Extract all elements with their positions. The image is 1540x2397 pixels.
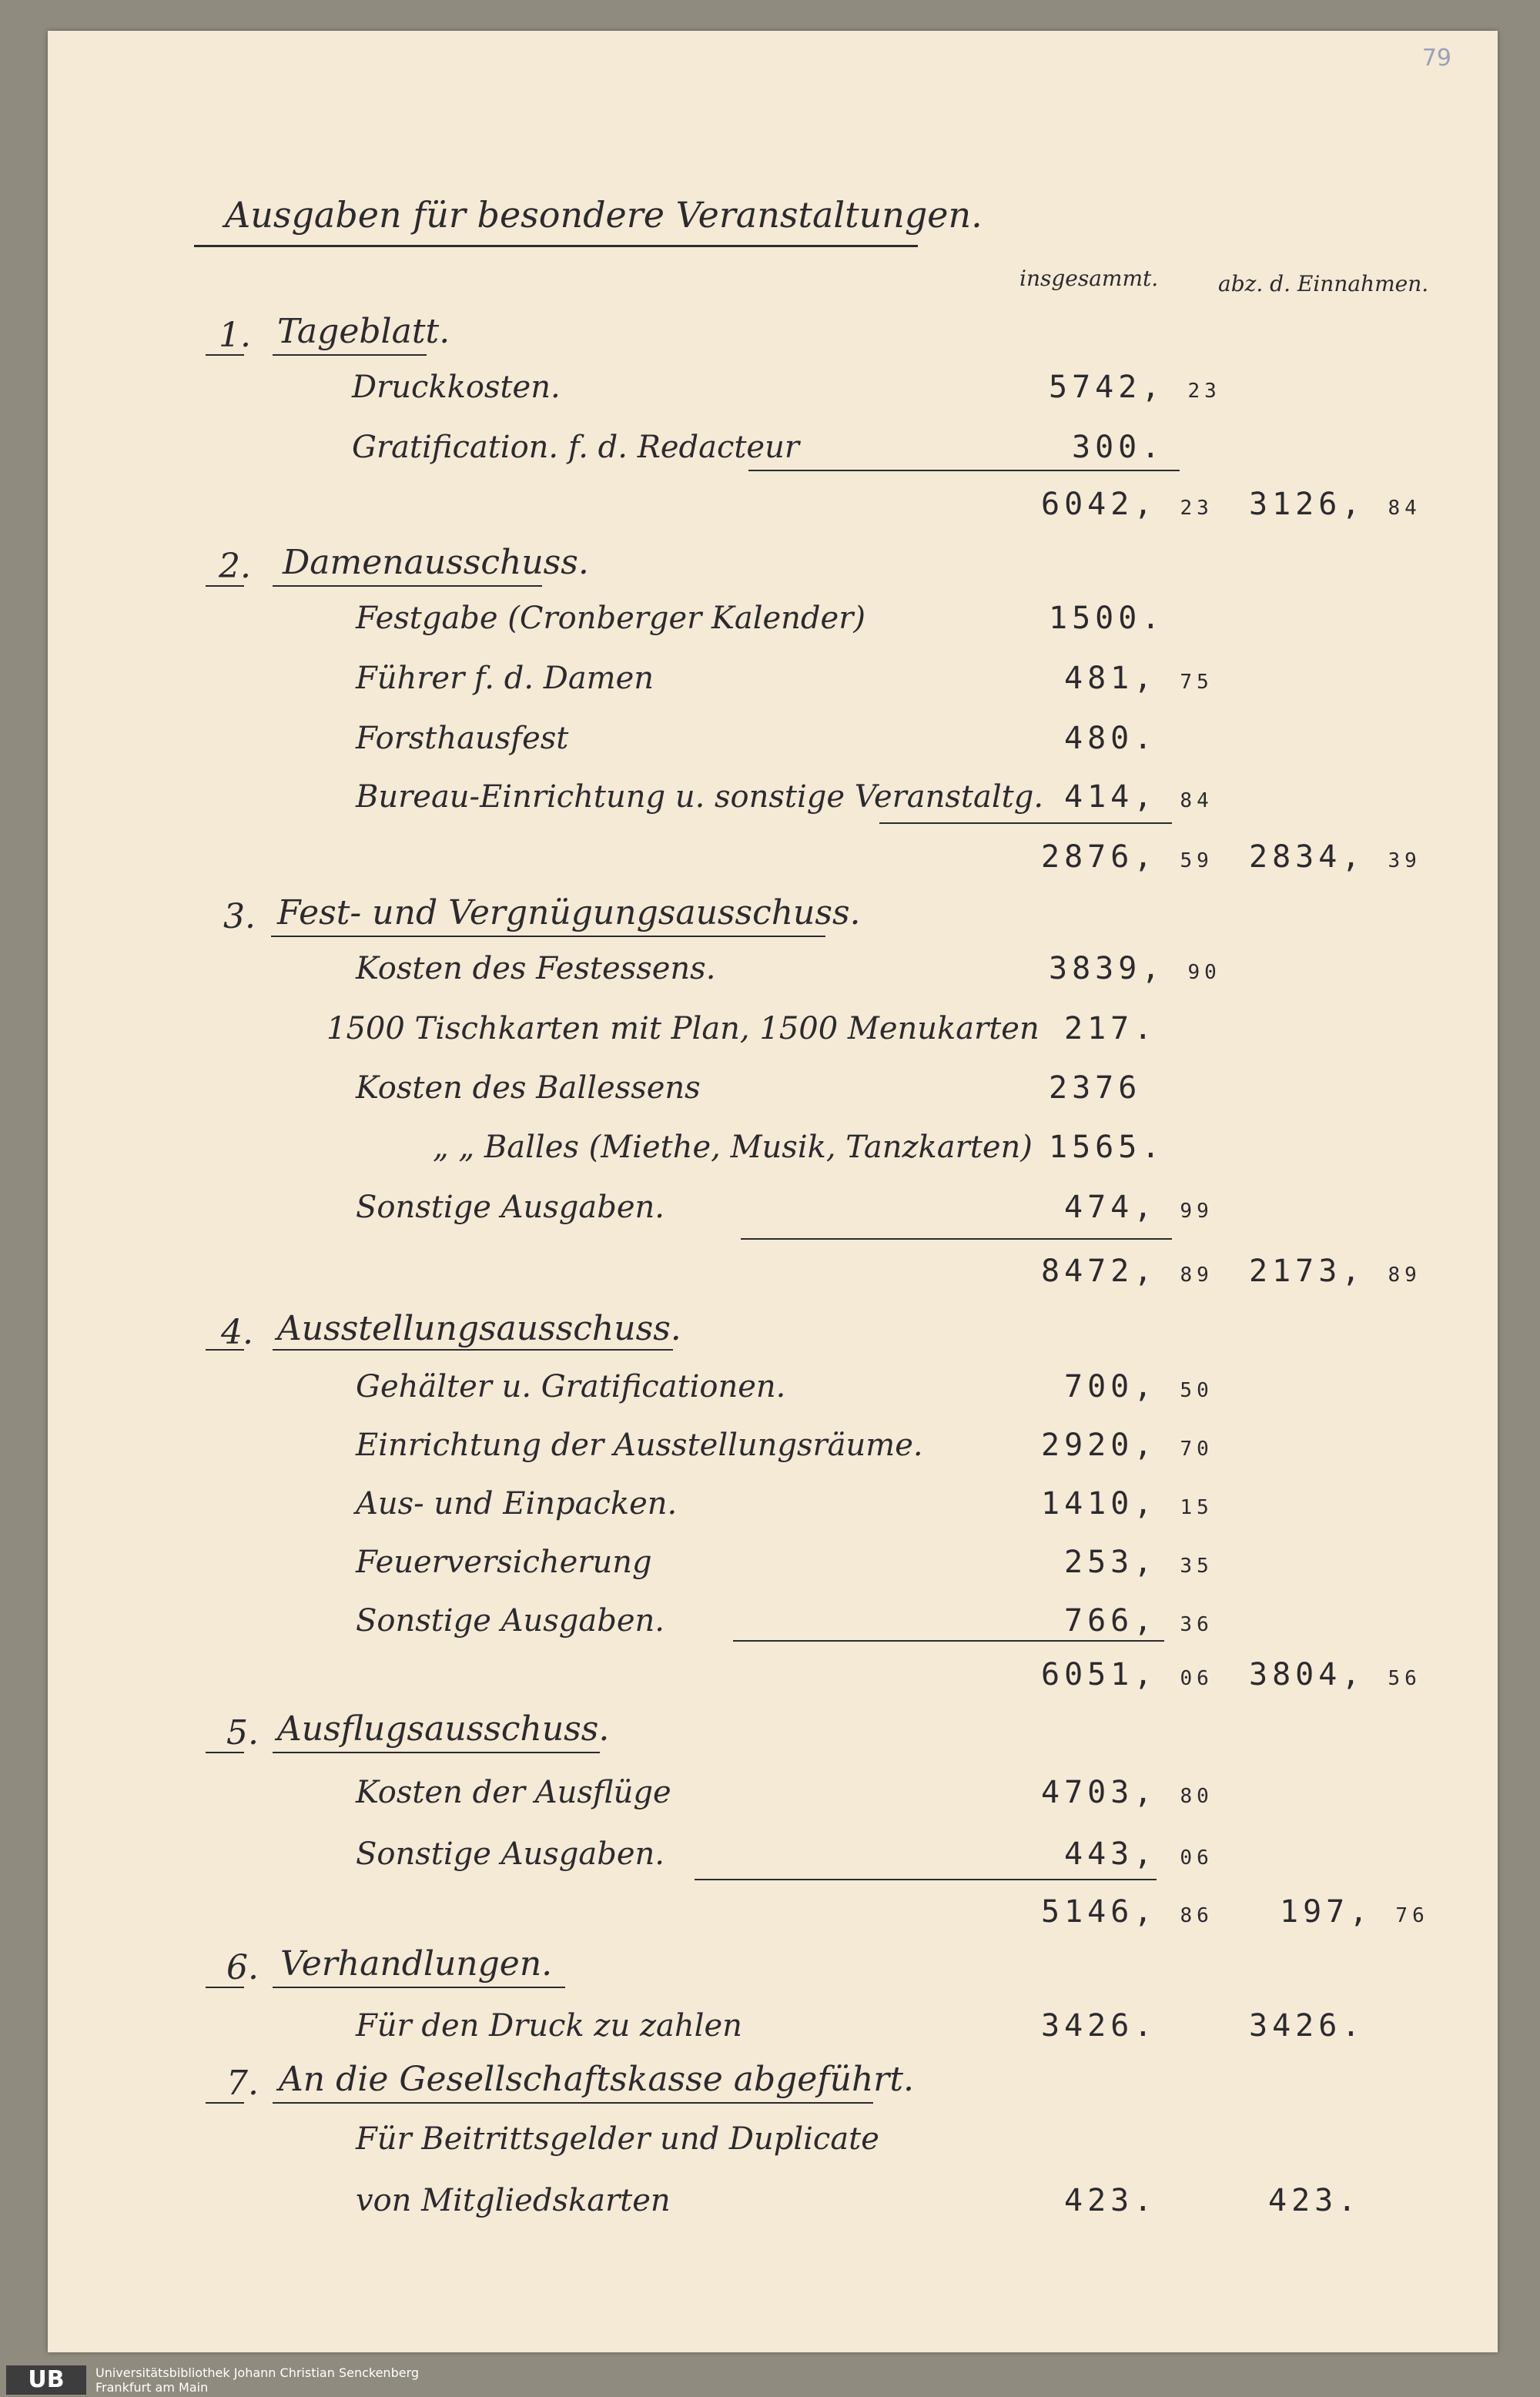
item-amount: 1500. <box>1049 601 1165 636</box>
sum-rule <box>695 1879 1157 1880</box>
item-amount: 480. <box>1064 721 1157 756</box>
amount-value: 1410 <box>1041 1486 1134 1522</box>
amount-value: 414 <box>1064 779 1134 815</box>
total-cents: 59 <box>1180 849 1214 872</box>
item-amount: 443, 06 <box>1064 1836 1214 1872</box>
item-label: Kosten des Festessens. <box>356 951 716 986</box>
total-value: 8472 <box>1041 1254 1134 1289</box>
sum-rule <box>741 1238 1172 1240</box>
net-cents: 84 <box>1388 497 1421 520</box>
sum-rule <box>748 470 1180 471</box>
amount-value: 474 <box>1064 1190 1134 1225</box>
column-header-total: insgesammt. <box>1019 266 1159 291</box>
section-total: 6051, 06 <box>1041 1657 1214 1692</box>
item-label: Führer f. d. Damen <box>356 661 654 696</box>
item-label: Kosten der Ausflüge <box>356 1775 671 1810</box>
amount-cents: 80 <box>1180 1785 1214 1808</box>
section-number-underline <box>206 354 244 356</box>
item-net: 3426. <box>1249 2008 1365 2044</box>
section-heading: Ausflugsausschuss. <box>277 1709 610 1749</box>
section-total: 8472, 89 <box>1041 1254 1214 1289</box>
page-number: 79 <box>1421 45 1451 72</box>
amount-value: 2920 <box>1041 1428 1134 1463</box>
item-label: von Mitgliedskarten <box>356 2183 671 2218</box>
section-number: 1. <box>219 316 251 355</box>
section-heading-underline <box>273 1752 600 1753</box>
section-heading-underline <box>273 2102 873 2104</box>
section-number-underline <box>206 1349 244 1351</box>
document-title: Ausgaben für besondere Veranstaltungen. <box>225 194 983 236</box>
item-label: „ „ Balles (Miethe, Musik, Tanzkarten) <box>433 1130 1033 1165</box>
section-net: 197, 76 <box>1280 1894 1429 1930</box>
item-label: Feuerversicherung <box>356 1545 652 1580</box>
item-amount: 700, 50 <box>1064 1369 1214 1404</box>
section-heading-underline <box>271 936 825 937</box>
amount-value: 4703 <box>1041 1775 1134 1810</box>
item-label: Für den Druck zu zahlen <box>356 2008 742 2044</box>
item-label: Kosten des Ballessens <box>356 1070 701 1106</box>
item-label: Einrichtung der Ausstellungsräume. <box>356 1428 923 1463</box>
item-label: Aus- und Einpacken. <box>356 1486 678 1522</box>
total-cents: 86 <box>1180 1904 1214 1927</box>
item-amount: 4703, 80 <box>1041 1775 1214 1810</box>
section-net: 2834, 39 <box>1249 839 1421 875</box>
footer-location: Frankfurt am Main <box>95 2380 209 2395</box>
net-cents: 76 <box>1395 1904 1429 1927</box>
amount-value: 766 <box>1064 1603 1134 1639</box>
item-label: Für Beitrittsgelder und Duplicate <box>356 2121 879 2157</box>
section-heading-underline <box>273 1987 565 1988</box>
section-heading: Verhandlungen. <box>280 1944 553 1984</box>
amount-cents: 36 <box>1180 1613 1214 1636</box>
section-number: 4. <box>221 1313 253 1352</box>
amount-cents: 70 <box>1180 1438 1214 1461</box>
item-amount: 5742, 23 <box>1049 370 1221 405</box>
item-label: Druckkosten. <box>352 370 561 405</box>
section-number-underline <box>206 2102 244 2104</box>
item-amount: 766, 36 <box>1064 1603 1214 1639</box>
total-value: 6042 <box>1041 487 1134 522</box>
item-label: 1500 Tischkarten mit Plan, 1500 Menukarten <box>326 1011 1040 1046</box>
sum-rule <box>733 1640 1164 1642</box>
section-number: 2. <box>219 547 251 586</box>
item-net: 423. <box>1268 2183 1361 2218</box>
section-total: 5146, 86 <box>1041 1894 1214 1930</box>
section-heading-underline <box>273 354 427 356</box>
title-underline <box>194 245 918 247</box>
net-cents: 39 <box>1388 849 1421 872</box>
total-cents: 06 <box>1180 1667 1214 1690</box>
amount-cents: 75 <box>1180 671 1214 694</box>
item-amount: 3839, 90 <box>1049 951 1221 986</box>
section-heading: Fest- und Vergnügungsausschuss. <box>277 893 861 932</box>
item-label: Forsthausfest <box>356 721 569 756</box>
section-number: 3. <box>223 897 256 936</box>
amount-value: 700 <box>1064 1369 1134 1404</box>
item-amount: 423. <box>1064 2183 1157 2218</box>
item-amount: 481, 75 <box>1064 661 1214 696</box>
net-value: 197 <box>1280 1894 1350 1930</box>
item-amount: 3426. <box>1041 2008 1157 2044</box>
section-number: 5. <box>226 1713 259 1753</box>
item-label: Sonstige Ausgaben. <box>356 1190 665 1225</box>
net-value: 2834 <box>1249 839 1342 875</box>
total-value: 6051 <box>1041 1657 1134 1692</box>
amount-cents: 84 <box>1180 789 1214 812</box>
section-heading: An die Gesellschaftskasse abgeführt. <box>279 2060 914 2099</box>
item-amount: 2920, 70 <box>1041 1428 1214 1463</box>
total-value: 5146 <box>1041 1894 1134 1930</box>
column-header-net: abz. d. Einnahmen. <box>1218 271 1429 296</box>
amount-cents: 15 <box>1180 1496 1214 1519</box>
item-amount: 300. <box>1072 430 1165 465</box>
total-cents: 89 <box>1180 1264 1214 1287</box>
document-sheet <box>48 31 1498 2352</box>
net-cents: 89 <box>1388 1264 1421 1287</box>
section-net: 2173, 89 <box>1249 1254 1421 1289</box>
amount-cents: 35 <box>1180 1555 1214 1578</box>
ub-logo: UB <box>6 2365 86 2395</box>
section-number: 7. <box>226 2064 259 2103</box>
section-number-underline <box>206 1987 244 1988</box>
section-net: 3126, 84 <box>1249 487 1421 522</box>
sum-rule <box>879 822 1172 824</box>
footer-institution: Universitätsbibliothek Johann Christian Senckenberg <box>95 2365 420 2380</box>
section-heading-underline <box>273 1349 673 1351</box>
section-number-underline <box>206 585 244 587</box>
amount-value: 443 <box>1064 1836 1134 1872</box>
item-label: Sonstige Ausgaben. <box>356 1603 665 1639</box>
net-cents: 56 <box>1388 1667 1421 1690</box>
net-value: 2173 <box>1249 1254 1342 1289</box>
item-amount: 1410, 15 <box>1041 1486 1214 1522</box>
amount-cents: 06 <box>1180 1846 1214 1870</box>
section-net: 3804, 56 <box>1249 1657 1421 1692</box>
amount-cents: 90 <box>1187 961 1221 984</box>
section-total: 6042, 23 <box>1041 487 1214 522</box>
item-label: Gehälter u. Gratificationen. <box>356 1369 786 1404</box>
section-number-underline <box>206 1752 244 1753</box>
amount-cents: 50 <box>1180 1379 1214 1402</box>
item-amount: 474, 99 <box>1064 1190 1214 1225</box>
section-heading-underline <box>273 585 542 587</box>
item-amount: 414, 84 <box>1064 779 1214 815</box>
item-amount: 253, 35 <box>1064 1545 1214 1580</box>
item-label: Bureau-Einrichtung u. sonstige Veranstaltg. <box>356 779 1044 815</box>
amount-value: 3839 <box>1049 951 1142 986</box>
item-label: Festgabe (Cronberger Kalender) <box>356 601 865 636</box>
section-total: 2876, 59 <box>1041 839 1214 875</box>
section-heading: Damenausschuss. <box>283 543 589 582</box>
total-cents: 23 <box>1180 497 1214 520</box>
amount-value: 481 <box>1064 661 1134 696</box>
item-amount: 217. <box>1064 1011 1157 1046</box>
amount-value: 253 <box>1064 1545 1134 1580</box>
amount-value: 5742 <box>1049 370 1142 405</box>
section-heading: Ausstellungsausschuss. <box>277 1309 681 1348</box>
item-amount: 1565. <box>1049 1130 1165 1165</box>
amount-cents: 23 <box>1187 380 1221 403</box>
net-value: 3804 <box>1249 1657 1342 1692</box>
item-label: Gratification. f. d. Redacteur <box>352 430 799 465</box>
item-label: Sonstige Ausgaben. <box>356 1836 665 1872</box>
section-number: 6. <box>226 1948 259 1987</box>
total-value: 2876 <box>1041 839 1134 875</box>
section-heading: Tageblatt. <box>277 312 450 351</box>
item-amount: 2376 <box>1049 1070 1142 1106</box>
amount-cents: 99 <box>1180 1200 1214 1223</box>
net-value: 3126 <box>1249 487 1342 522</box>
